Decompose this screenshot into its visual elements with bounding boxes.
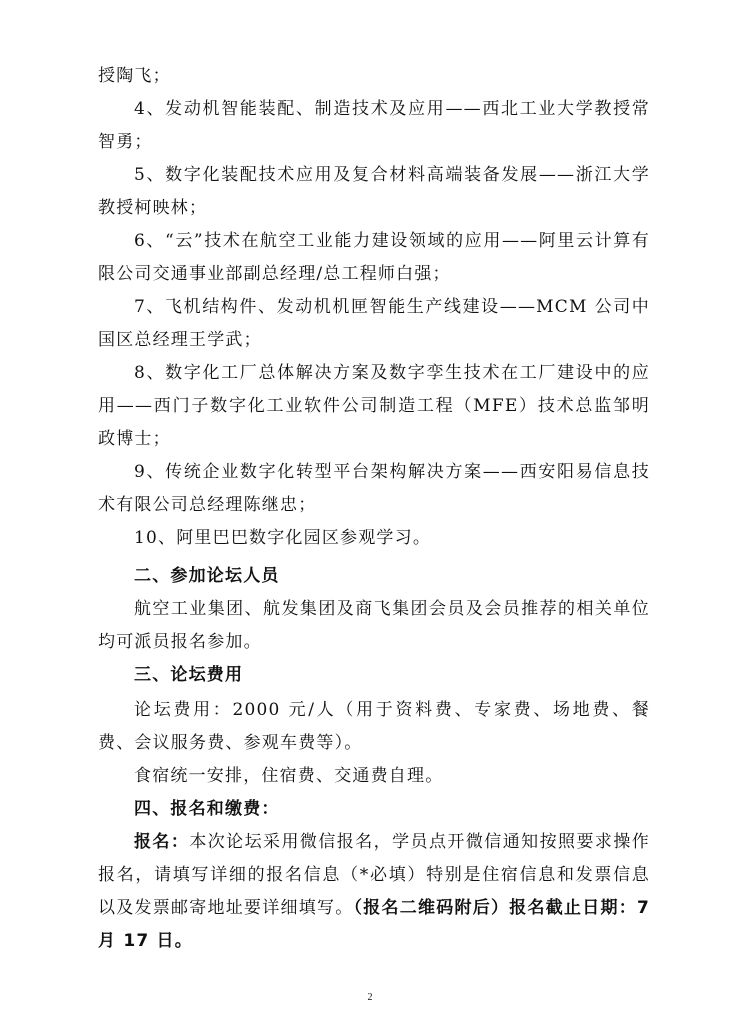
item-9: 9、传统企业数字化转型平台架构解决方案——西安阳易信息技术有限公司总经理陈继忠； [98, 462, 650, 515]
item-5: 5、数字化装配技术应用及复合材料高端装备发展——浙江大学教授柯映林； [98, 165, 650, 218]
registration-label: 报名： [134, 832, 190, 852]
section-3-title: 三、论坛费用 [134, 665, 244, 685]
section-3-lodging: 食宿统一安排，住宿费、交通费自理。 [134, 766, 444, 786]
section-2-title: 二、参加论坛人员 [134, 566, 280, 586]
item-3-continuation: 授陶飞； [98, 66, 171, 86]
item-4: 4、发动机智能装配、制造技术及应用——西北工业大学教授常智勇； [98, 99, 650, 152]
page-number: 2 [367, 992, 373, 1003]
item-8: 8、数字化工厂总体解决方案及数字孪生技术在工厂建设中的应用——西门子数字化工业软件公司制造工程（MFE）技术总监邹明政博士； [98, 363, 650, 449]
registration-deadline: （报名二维码附后）报名截止日期：7 月 17 日。 [98, 898, 650, 951]
section-4-registration [98, 826, 650, 958]
registration-body: 本次论坛采用微信报名，学员点开微信通知按照要求操作报名，请填写详细的报名信息（*必填）特别是住宿信息和发票信息以及发票邮寄地址要详细填写。 [98, 832, 650, 918]
section-2-body: 航空工业集团、航发集团及商飞集团会员及会员推荐的相关单位均可派员报名参加。 [98, 599, 650, 652]
item-10: 10、阿里巴巴数字化园区参观学习。 [134, 528, 432, 548]
section-4-title: 四、报名和缴费： [134, 799, 280, 819]
item-6: 6、“云”技术在航空工业能力建设领域的应用——阿里云计算有限公司交通事业部副总经理/总工程师白强； [98, 231, 650, 284]
section-3-fee: 论坛费用：2000 元/人（用于资料费、专家费、场地费、餐费、会议服务费、参观车费等）。 [98, 700, 650, 753]
item-7: 7、飞机结构件、发动机机匣智能生产线建设——MCM 公司中国区总经理王学武； [98, 297, 650, 350]
